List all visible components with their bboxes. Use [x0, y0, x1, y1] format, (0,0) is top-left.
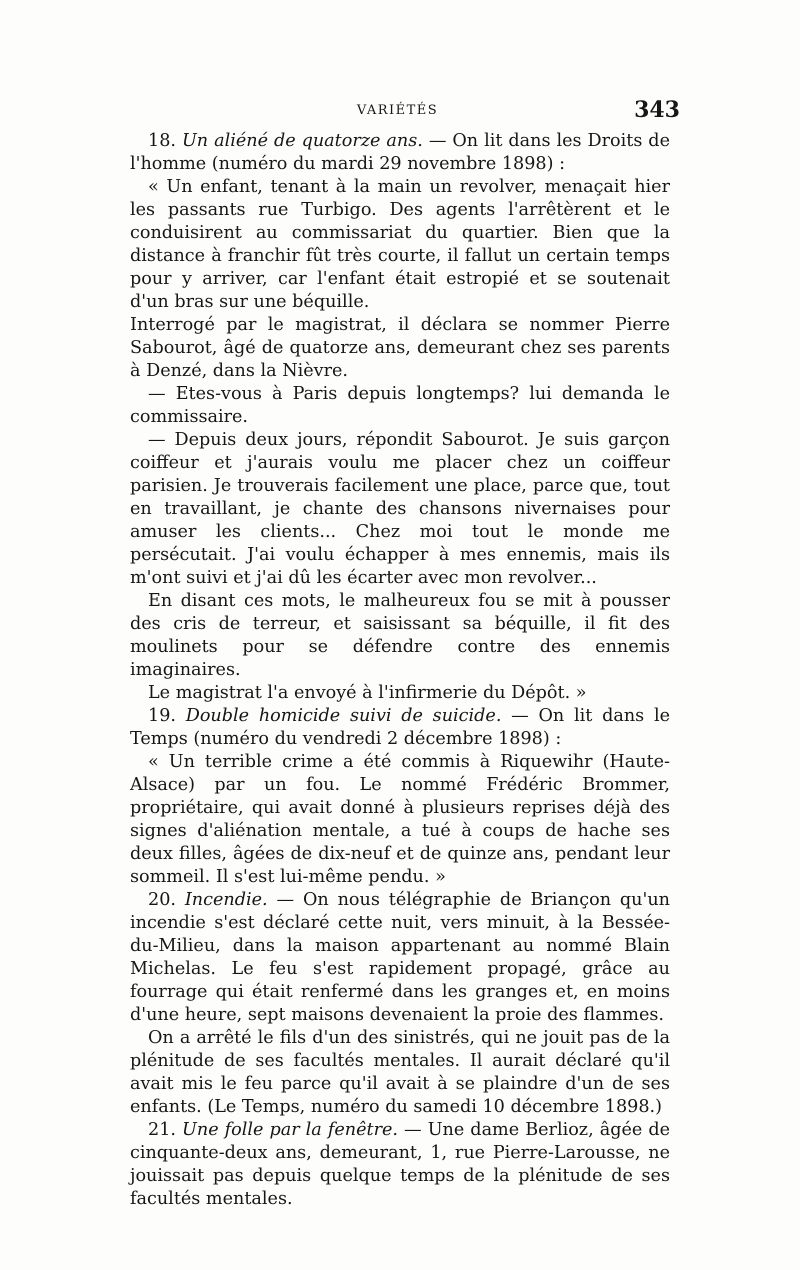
paragraph: Interrogé par le magistrat, il déclara se nommer Pierre Sabourot, âgé de quatorze ans, demeurant chez ses parents à Denzé, dans la Nièvre. [130, 315, 670, 381]
paragraph: 19. Double homicide suivi de suicide. — On lit dans le Temps (numéro du vendredi 2 décembre 1898) : [130, 706, 670, 749]
paragraph: 18. Un aliéné de quatorze ans. — On lit dans les Droits de l'homme (numéro du mardi 29 novembre 1898) : [130, 131, 670, 174]
paragraph: — Etes-vous à Paris depuis longtemps? lui demanda le commissaire. [130, 384, 670, 427]
body-text [130, 130, 670, 1211]
paragraph: « Un terrible crime a été commis à Riquewihr (Haute-Alsace) par un fou. Le nommé Frédéric Brommer, propriétaire, qui avait donné à plusieurs reprises déjà des signes d'aliénation mentale, a tué à coups de hache ses deux filles, âgées de dix-neuf et de quinze ans, pendant leur sommeil. Il s'est lui-même pendu. » [130, 752, 670, 887]
paragraph: On a arrêté le fils d'un des sinistrés, qui ne jouit pas de la plénitude de ses facultés mentales. Il aurait déclaré qu'il avait mis le feu parce qu'il avait à se plaindre d'un de ses enfants. (Le Temps, numéro du samedi 10 décembre 1898.) [130, 1028, 670, 1117]
paragraph: 21. Une folle par la fenêtre. — Une dame Berlioz, âgée de cinquante-deux ans, demeurant, 1, rue Pierre-Larousse, ne jouissait pas depuis quelque temps de la plénitude de ses facultés mentales. [130, 1120, 671, 1209]
paragraph: « Un enfant, tenant à la main un revolver, menaçait hier les passants rue Turbigo. Des agents l'arrêtèrent et le conduisirent au commissariat du quartier. Bien que la distance à franchir fût très courte, il fallut un certain temps pour y arriver, car l'enfant était estropié et se soutenait d'un bras sur une béquille. [130, 177, 670, 312]
paragraph: En disant ces mots, le malheureux fou se mit à pousser des cris de terreur, et saisissant sa béquille, il fit des moulinets pour se défendre contre des ennemis imaginaires. [130, 591, 670, 680]
running-title: VARIÉTÉS [356, 103, 439, 118]
page-number: 343 [634, 97, 680, 123]
paragraph: — Depuis deux jours, répondit Sabourot. Je suis garçon coiffeur et j'aurais voulu me placer chez un coiffeur parisien. Je trouverais facilement une place, parce que, tout en travaillant, je chante des chansons nivernaises pour amuser les clients... Chez moi tout le monde me persécutait. J'ai voulu échapper à mes ennemis, mais ils m'ont suivi et j'ai dû les écarter avec mon revolver... [130, 430, 670, 588]
page-header [115, 97, 680, 125]
paragraph: 20. Incendie. — On nous télégraphie de Briançon qu'un incendie s'est déclaré cette nuit, vers minuit, à la Bessée-du-Milieu, dans la maison appartenant au nommé Blain Michelas. Le feu s'est rapidement propagé, grâce au fourrage qui était renfermé dans les granges et, en moins d'une heure, sept maisons devenaient la proie des flammes. [130, 890, 670, 1025]
paragraph: Le magistrat l'a envoyé à l'infirmerie du Dépôt. » [148, 683, 587, 703]
